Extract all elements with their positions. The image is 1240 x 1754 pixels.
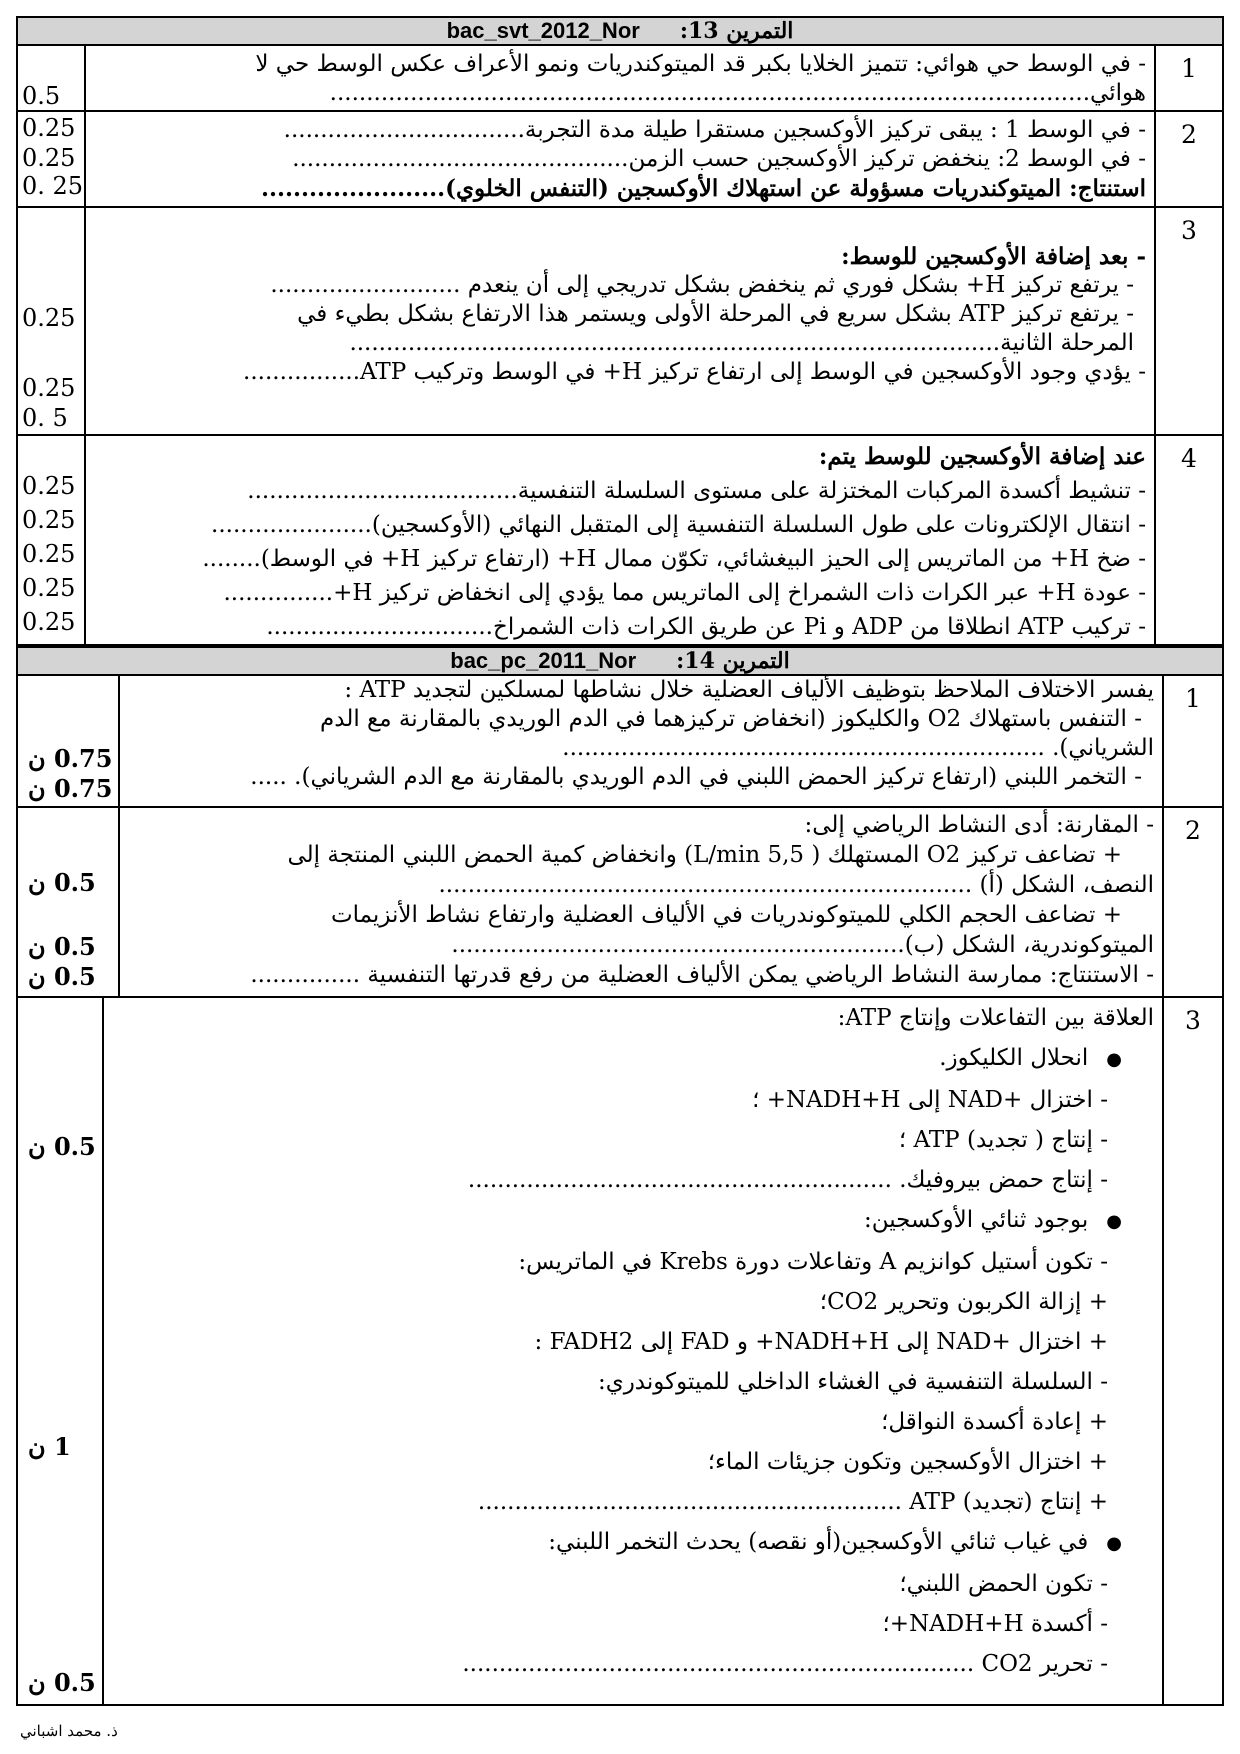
marks-column: [18, 46, 86, 110]
answer-line: - في الوسط حي هوائي: تتميز الخلايا بكبر قد الميتوكندريات ونمو الأعراف عكس الوسط حي لا: [255, 51, 1146, 77]
mark: 0.25: [22, 472, 76, 500]
answer-line: - اختزال +NAD إلى NADH+H+ ؛: [752, 1087, 1108, 1113]
mark: 0.25: [22, 506, 76, 534]
answer-line: + إعادة أكسدة النواقل؛: [881, 1409, 1108, 1435]
exercise-14-header: [16, 646, 1224, 676]
exercise-14-label: التمرين 14:: [676, 648, 790, 674]
ex14-q3-row: [16, 998, 1224, 1706]
answer-text: [86, 46, 1154, 110]
answer-line: النصف، الشكل (أ) .........................................................................: [438, 872, 1154, 898]
mark: 0.5 ن: [28, 932, 96, 961]
question-number: 4: [1154, 436, 1222, 644]
answer-bullet: ● في غياب ثنائي الأوكسجين(أو نقصه) يحدث التخمر اللبني:: [112, 1522, 1154, 1564]
answer-line: - الاستنتاج: ممارسة النشاط الرياضي يمكن الألياف العضلية من رفع قدرتها التنفسية ...............: [250, 962, 1154, 988]
exercise-14-code: bac_pc_2011_Nor: [450, 648, 637, 673]
answer-line: + اختزال الأوكسجين وتكون جزيئات الماء؛: [707, 1449, 1108, 1475]
answer-line: المرحلة الثانية.........................................................................................: [349, 330, 1134, 356]
exercise-13-header: [16, 16, 1224, 46]
mark: 0.25: [22, 540, 76, 568]
mark: 0.75 ن: [28, 774, 113, 803]
answer-line: - في الوسط 1 : يبقى تركيز الأوكسجين مستقرا طيلة مدة التجربة.................................: [283, 117, 1146, 143]
answer-line: - ضخ H+ من الماتريس إلى الحيز البيغشائي، تكوّن ممال H+ (ارتفاع تركيز H+ في الوسط)........: [202, 546, 1146, 572]
answer-text: [86, 208, 1154, 434]
answer-line: - تركيب ATP انطلاقا من ADP و Pi عن طريق الكرات ذات الشمراخ...............................: [266, 614, 1146, 640]
answer-line: استنتاج: الميتوكندريات مسؤولة عن استهلاك الأوكسجين (التنفس الخلوي).......................: [260, 175, 1146, 202]
answer-line: هوائي........................................................................................................: [329, 80, 1146, 106]
answer-text: [86, 112, 1154, 206]
mark: 0.5 ن: [28, 1668, 96, 1697]
marks-column: [18, 998, 104, 1704]
answer-bullet: ● انحلال الكليكوز.: [112, 1038, 1154, 1080]
question-number: 3: [1162, 998, 1222, 1704]
ex13-q3-row: [16, 208, 1224, 436]
answer-line: - يرتفع تركيز H+ بشكل فوري ثم ينخفض بشكل تدريجي إلى أن ينعدم ..........................: [270, 272, 1134, 298]
answer-line: + إزالة الكربون وتحرير CO2؛: [819, 1289, 1108, 1315]
ex13-q2-row: [16, 112, 1224, 208]
marks-column: [18, 676, 120, 806]
answer-line: - يرتفع تركيز ATP بشكل سريع في المرحلة الأولى ويستمر هذا الارتفاع بشكل بطيء في: [297, 301, 1134, 327]
answer-line: - تنشيط أكسدة المركبات المختزلة على مستوى السلسلة التنفسية.....................................: [247, 478, 1146, 504]
answer-line: الميتوكوندرية، الشكل (ب)..............................................................: [451, 932, 1154, 958]
question-number: 2: [1162, 808, 1222, 996]
answer-text: [86, 436, 1154, 644]
answer-line: + إنتاج (تجديد) ATP ..........................................................: [477, 1489, 1108, 1515]
mark: 0.25: [22, 574, 76, 602]
marks-column: [18, 808, 120, 996]
answer-line: - إنتاج ( تجديد) ATP ؛: [898, 1127, 1108, 1153]
answer-line: - المقارنة: أدى النشاط الرياضي إلى:: [804, 812, 1154, 838]
mark: 1 ن: [28, 1432, 71, 1461]
answer-line: - يؤدي وجود الأوكسجين في الوسط إلى ارتفاع تركيز H+ في الوسط وتركيب ATP................: [243, 359, 1146, 385]
ex14-q1-row: [16, 676, 1224, 808]
mark: 0.25: [22, 304, 76, 332]
ex13-q4-row: [16, 436, 1224, 646]
ex14-q2-row: [16, 808, 1224, 998]
mark: 0.5: [22, 82, 61, 110]
exercise-13-code: bac_svt_2012_Nor: [446, 18, 640, 43]
answer-line: - أكسدة NADH+H+؛: [882, 1611, 1108, 1637]
mark: 0.5 ن: [28, 1132, 96, 1161]
question-number: 1: [1162, 676, 1222, 806]
mark: 0.25: [22, 374, 76, 402]
question-number: 3: [1154, 208, 1222, 434]
answer-line: - التنفس باستهلاك O2 والكليكوز (انخفاض تركيزهما في الدم الوريدي بالمقارنة مع الدم: [320, 706, 1142, 732]
answer-line: - التخمر اللبني (ارتفاع تركيز الحمض اللبني في الدم الوريدي بالمقارنة مع الدم الشرياني). .....: [250, 764, 1142, 790]
exercise-13-label: التمرين 13:: [679, 18, 794, 44]
answer-line: العلاقة بين التفاعلات وإنتاج ATP:: [837, 1005, 1154, 1031]
mark: 0.5 ن: [28, 962, 96, 991]
mark: 0. 5: [22, 404, 68, 432]
answer-heading: عند إضافة الأوكسجين للوسط يتم:: [818, 443, 1146, 470]
mark: 0. 25: [22, 172, 84, 200]
marks-column: [18, 112, 86, 206]
answer-line: - عودة H+ عبر الكرات ذات الشمراخ إلى الماتريس مما يؤدي إلى انخفاض تركيز H+...............: [223, 580, 1146, 606]
answer-text: [104, 998, 1162, 1704]
answer-bullet: ● بوجود ثنائي الأوكسجين:: [112, 1200, 1154, 1242]
answer-line: - انتقال الإلكترونات على طول السلسلة التنفسية إلى المتقبل النهائي (الأوكسجين)......................: [211, 512, 1146, 538]
answer-line: + تضاعف الحجم الكلي للميتوكوندريات في الألياف العضلية وارتفاع نشاط الأنزيمات: [330, 902, 1122, 928]
mark: 0.25: [22, 144, 76, 172]
mark: 0.25: [22, 114, 76, 142]
answer-line: - تحرير CO2 ......................................................................: [462, 1651, 1108, 1677]
mark: 0.75 ن: [28, 744, 113, 773]
answer-line: يفسر الاختلاف الملاحظ بتوظيف الألياف العضلية خلال نشاطها لمسلكين لتجديد ATP :: [344, 677, 1154, 703]
answer-line: - تكون الحمض اللبني؛: [899, 1571, 1108, 1597]
question-number: 1: [1154, 46, 1222, 110]
answer-line: - في الوسط 2: ينخفض تركيز الأوكسجين حسب الزمن..............................................: [292, 146, 1146, 172]
answer-line: - تكون أستيل كوانزيم A وتفاعلات دورة Krebs في الماتريس:: [518, 1249, 1108, 1275]
mark: 0.5 ن: [28, 868, 96, 897]
answer-line: + تضاعف تركيز O2 المستهلك ( 5,5 L/min) وانخفاض كمية الحمض اللبني المنتجة إلى: [287, 842, 1122, 868]
answer-line: + اختزال +NAD إلى NADH+H+ و FAD إلى FADH2 :: [534, 1329, 1108, 1355]
answer-text: [120, 676, 1162, 806]
question-number: 2: [1154, 112, 1222, 206]
answer-line: - السلسلة التنفسية في الغشاء الداخلي للميتوكوندري:: [597, 1369, 1108, 1395]
marks-column: [18, 436, 86, 644]
author-footer: ذ. محمد اشباني: [20, 1722, 118, 1740]
ex13-q1-row: [16, 46, 1224, 112]
marks-column: [18, 208, 86, 434]
answer-line: الشرياني). ..................................................................: [562, 735, 1154, 761]
answer-text: [120, 808, 1162, 996]
mark: 0.25: [22, 608, 76, 636]
answer-line: - إنتاج حمض بيروفيك. ..........................................................: [467, 1167, 1108, 1193]
answer-heading: - بعد إضافة الأوكسجين للوسط:: [841, 243, 1146, 270]
